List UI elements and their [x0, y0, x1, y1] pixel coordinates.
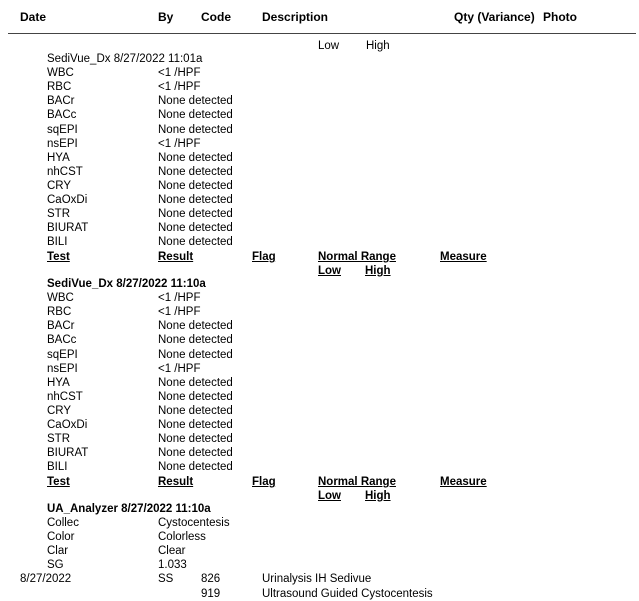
test-result: None detected [158, 320, 233, 333]
test-result: None detected [158, 334, 233, 347]
test-result: None detected [158, 95, 233, 108]
test-result: None detected [158, 123, 233, 136]
test-name: nhCST [47, 390, 83, 403]
table-header-normal-range: Normal Range [318, 476, 396, 488]
entry-date: 8/27/2022 [20, 573, 72, 585]
test-name: HYA [47, 151, 70, 164]
table-header-test: Test [47, 251, 70, 263]
test-result: None detected [158, 179, 233, 192]
test-name: RBC [47, 306, 72, 319]
table-header-measure: Measure [440, 476, 487, 488]
test-result: <1 /HPF [158, 67, 201, 80]
column-header-photo: Photo [543, 10, 577, 24]
table-header-normal-range: Normal Range [318, 251, 396, 263]
test-result: None detected [158, 433, 233, 446]
test-name: WBC [47, 67, 74, 80]
test-result: 1.033 [158, 559, 187, 572]
table-header-high: High [365, 265, 391, 277]
entry-by: SS [158, 573, 174, 585]
test-name: BACc [47, 109, 77, 122]
test-result: None detected [158, 376, 233, 389]
test-name: CaOxDi [47, 194, 88, 206]
section-title: SediVue_Dx 8/27/2022 11:10a [47, 278, 206, 290]
test-name: sqEPI [47, 123, 78, 136]
test-name: STR [47, 433, 70, 446]
test-result: Cystocentesis [158, 517, 230, 530]
test-result: <1 /HPF [158, 362, 201, 375]
test-name: BILI [47, 236, 68, 249]
test-name: STR [47, 208, 70, 221]
test-name: BIURAT [47, 447, 89, 460]
test-result: <1 /HPF [158, 306, 201, 319]
entry-description: Ultrasound Guided Cystocentesis [262, 588, 433, 600]
table-header-low: Low [318, 265, 341, 277]
header-divider [8, 33, 636, 34]
test-result: None detected [158, 222, 233, 235]
test-name: HYA [47, 376, 70, 389]
test-result: <1 /HPF [158, 292, 201, 305]
table-header-result: Result [158, 476, 194, 488]
test-name: BIURAT [47, 222, 89, 235]
test-result: None detected [158, 461, 233, 474]
column-header-by: By [158, 10, 174, 24]
table-header-result: Result [158, 251, 194, 263]
column-header-date: Date [20, 10, 47, 24]
test-result: None detected [158, 390, 233, 403]
test-result: None detected [158, 236, 233, 249]
test-name: Clar [47, 545, 69, 558]
test-result: <1 /HPF [158, 81, 201, 94]
test-name: nhCST [47, 165, 83, 178]
column-header-code: Code [201, 10, 231, 24]
test-result: None detected [158, 109, 233, 122]
range-label-high: High [366, 40, 390, 52]
test-name: nsEPI [47, 137, 78, 150]
test-name: CRY [47, 404, 72, 417]
test-result: <1 /HPF [158, 137, 201, 150]
test-result: None detected [158, 208, 233, 221]
test-name: CaOxDi [47, 419, 88, 431]
entry-code: 919 [201, 588, 221, 600]
test-name: BACc [47, 334, 77, 347]
test-result: None detected [158, 165, 233, 178]
test-name: BACr [47, 95, 75, 108]
table-header-test: Test [47, 476, 70, 488]
test-result: None detected [158, 419, 233, 431]
test-name: nsEPI [47, 362, 78, 375]
test-name: SG [47, 559, 64, 572]
section-title: UA_Analyzer 8/27/2022 11:10a [47, 503, 211, 515]
test-result: None detected [158, 194, 233, 206]
test-name: CRY [47, 179, 72, 192]
section-title: SediVue_Dx 8/27/2022 11:01a [47, 53, 203, 65]
table-header-high: High [365, 490, 391, 502]
range-label-low: Low [318, 40, 340, 52]
test-result: None detected [158, 447, 233, 460]
test-name: WBC [47, 292, 74, 305]
test-result: None detected [158, 404, 233, 417]
test-name: BACr [47, 320, 75, 333]
test-name: BILI [47, 461, 68, 474]
table-header-low: Low [318, 490, 341, 502]
test-name: sqEPI [47, 348, 78, 361]
test-name: Color [47, 531, 75, 544]
test-name: RBC [47, 81, 72, 94]
table-header-flag: Flag [252, 476, 276, 488]
test-result: Colorless [158, 531, 206, 544]
table-header-measure: Measure [440, 251, 487, 263]
test-result: None detected [158, 348, 233, 361]
column-header-qty-variance: Qty (Variance) [454, 10, 535, 24]
entry-code: 826 [201, 573, 221, 585]
table-header-flag: Flag [252, 251, 276, 263]
test-result: Clear [158, 545, 186, 558]
column-header-description: Description [262, 10, 329, 24]
test-name: Collec [47, 517, 79, 530]
entry-description: Urinalysis IH Sedivue [262, 573, 372, 585]
test-result: None detected [158, 151, 233, 164]
